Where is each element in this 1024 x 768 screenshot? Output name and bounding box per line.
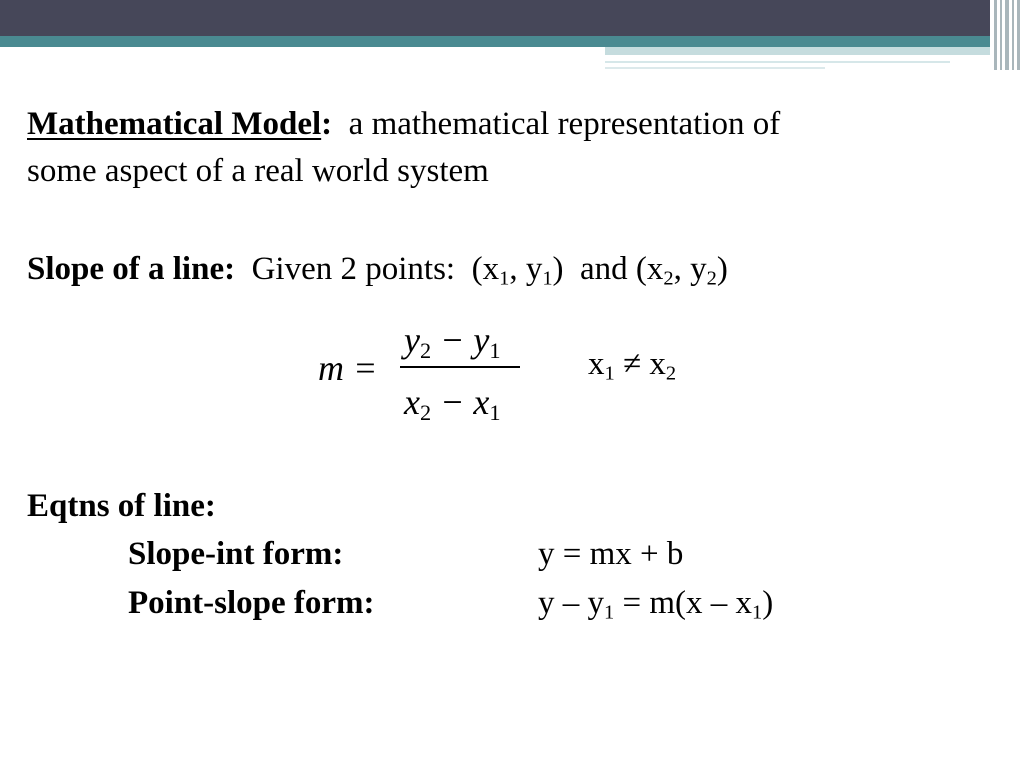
formula-lhs: m = [318, 348, 378, 388]
point-2: and ($x_2$, $y_2$) [580, 251, 728, 290]
definition-term: Mathematical Model [27, 106, 322, 142]
equations-heading: Eqtns of line: [27, 488, 216, 524]
definition-colon: : [321, 106, 333, 142]
slope-heading: Slope of a line: [27, 251, 236, 287]
formula-numerator: $y_2 - y_1$ [404, 320, 501, 364]
header-edge-lines [990, 0, 1024, 70]
header-band-dark [0, 0, 990, 36]
formula-denominator: $x_2 - x_1$ [404, 382, 501, 426]
point-slope-label: Point-slope form: [128, 585, 375, 621]
slope-given: Given 2 points: [251, 251, 456, 287]
point-1: ($x_1$, $y_1$) [471, 251, 564, 290]
definition-line-2: some aspect of a real world system [27, 153, 489, 189]
definition-text-1: a mathematical representation of [348, 106, 781, 142]
header-band-teal [0, 36, 990, 47]
header-line-2 [605, 67, 825, 69]
slope-int-equation: y = mx + b [538, 536, 684, 572]
slope-line [27, 251, 728, 290]
definition-line-1 [27, 108, 780, 141]
slope-int-label: Slope-int form: [128, 536, 344, 572]
header-line-1 [605, 61, 950, 63]
point-slope-equation: $y - y_1 = m(x - x_1)$ [538, 585, 774, 624]
formula-condition: $x_1 \ne x_2$ [588, 346, 677, 385]
header-band-light [605, 47, 990, 55]
fraction-bar [400, 366, 520, 368]
